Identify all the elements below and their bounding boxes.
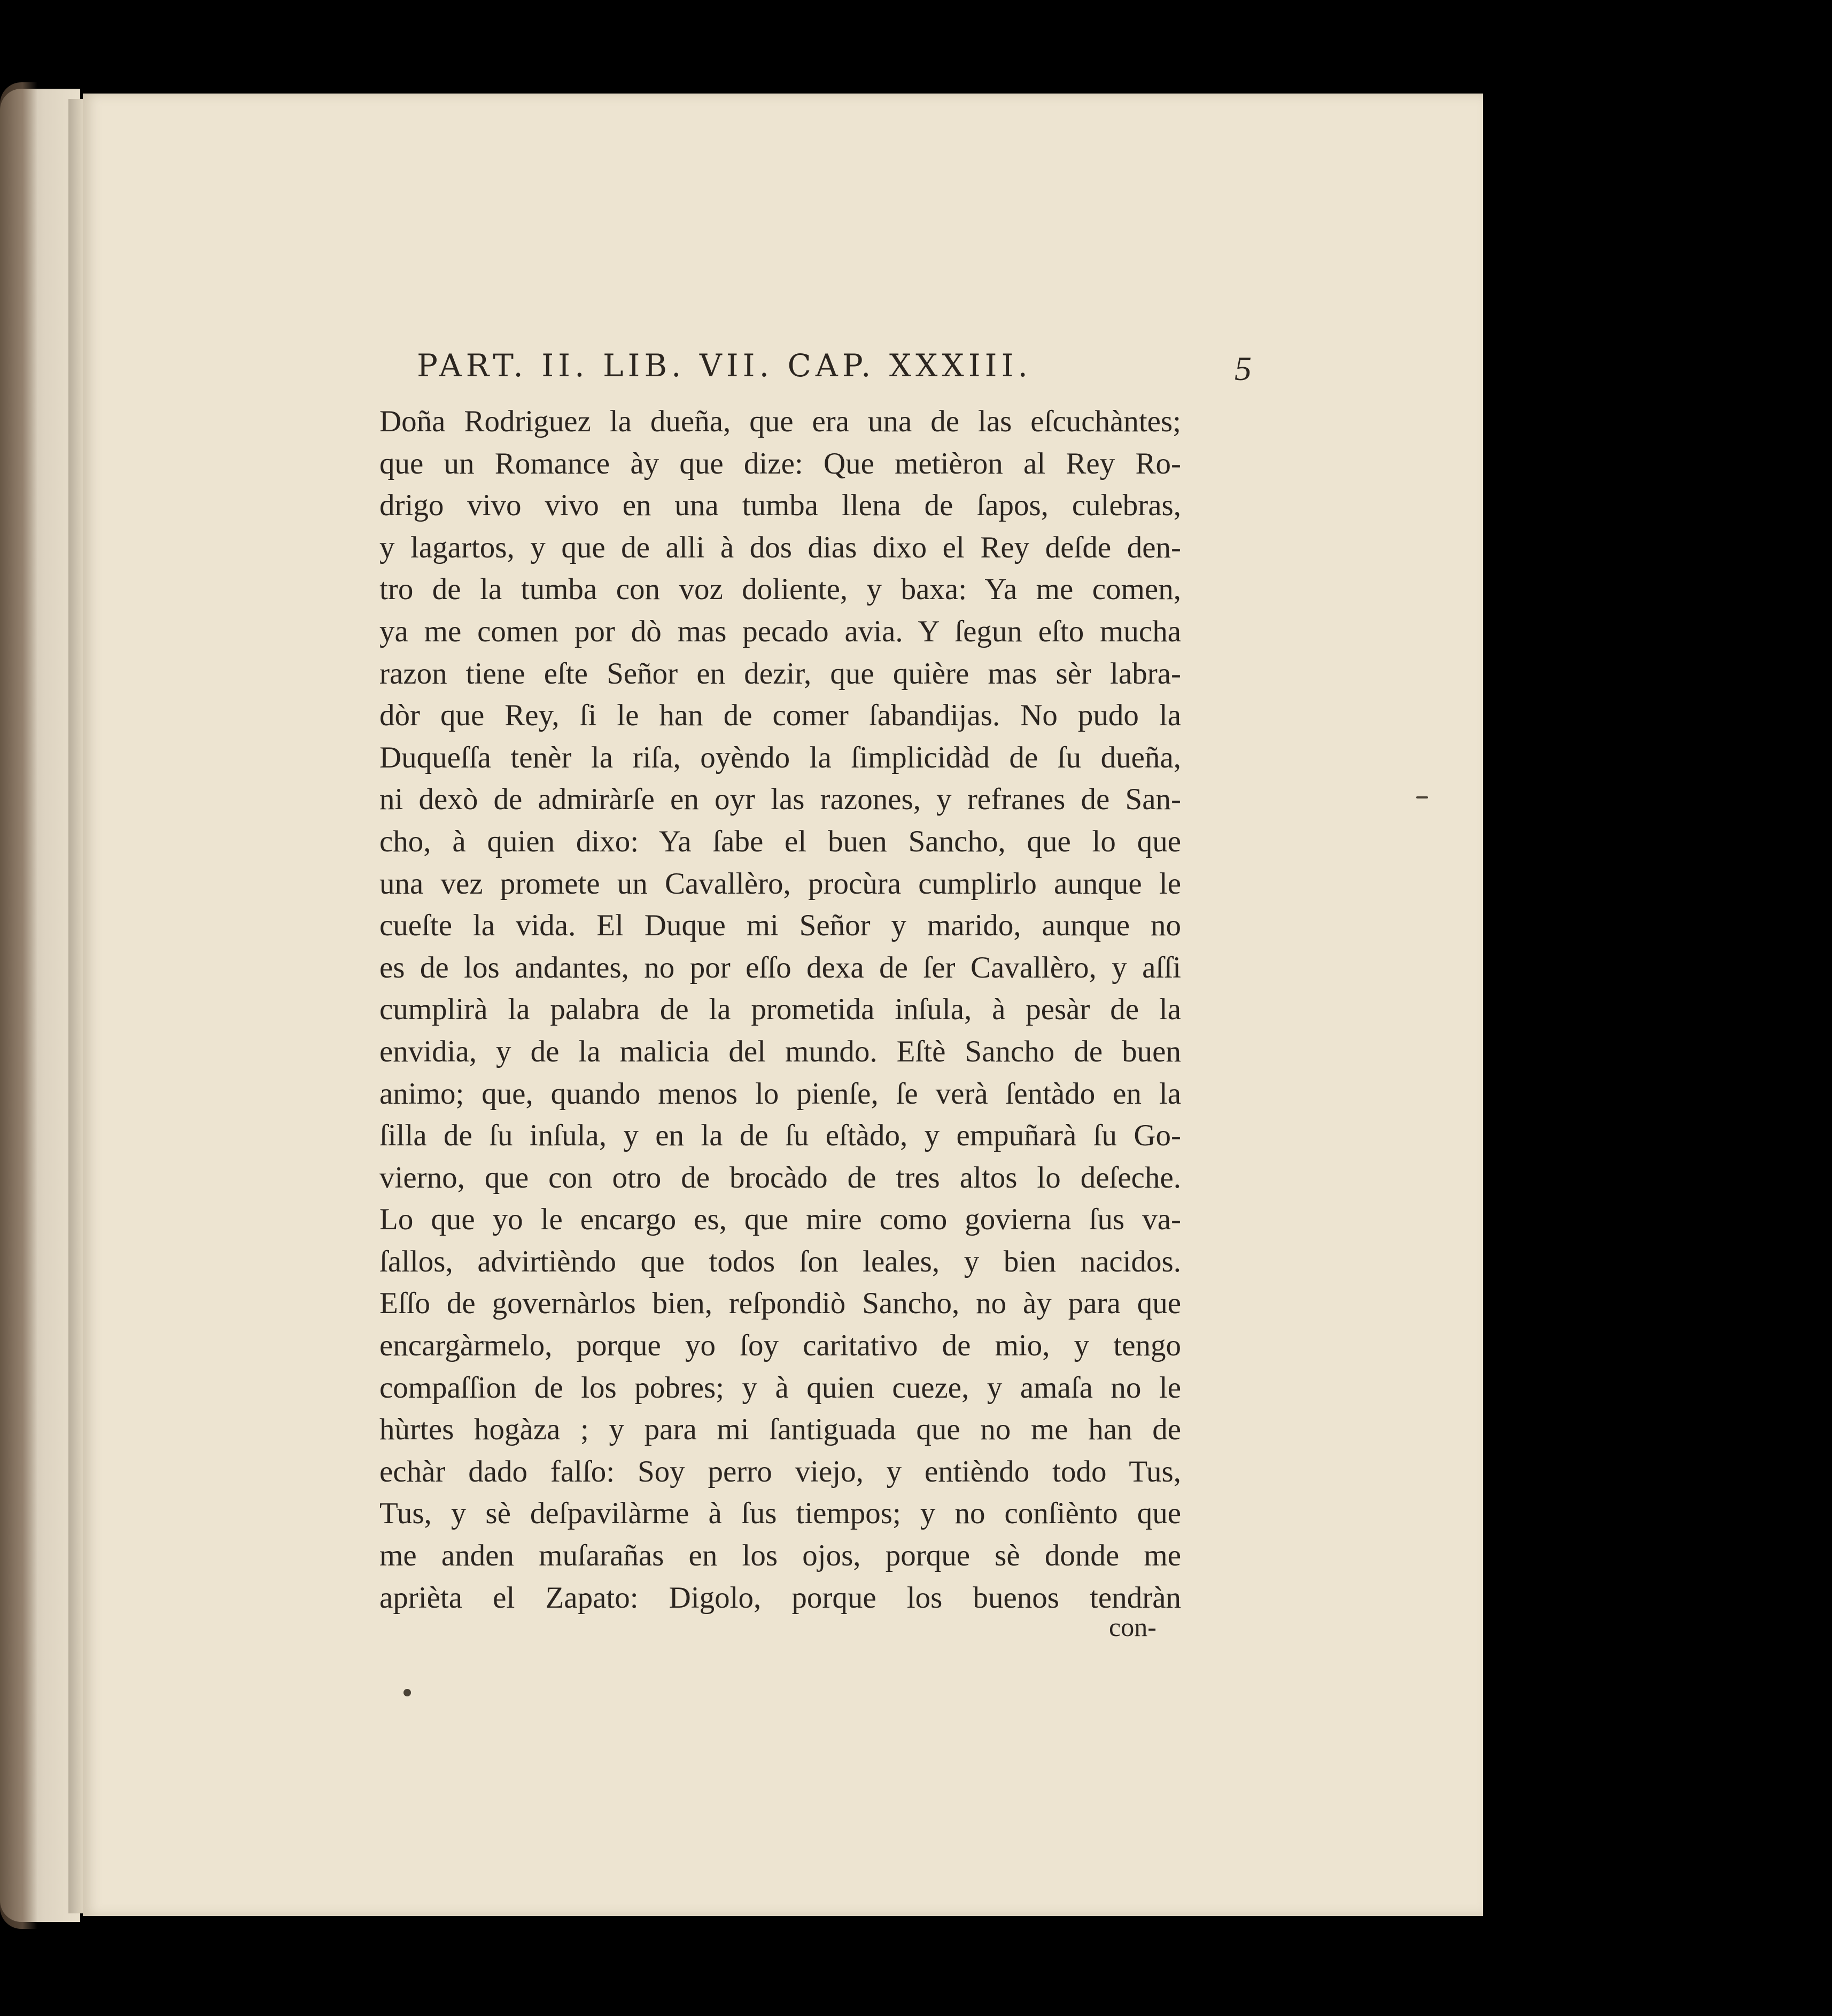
text-line: ya me comen por dò mas pecado avia. Y ſegun eſto mucha <box>379 614 1181 648</box>
text-line: Tus, y sè deſpavilàrme à ſus tiempos; y no conſiènto que <box>379 1497 1181 1531</box>
text-line: vierno, que con otro de brocàdo de tres altos lo deſeche. <box>379 1160 1181 1195</box>
text-line: echàr dado falſo: Soy perro viejo, y entièndo todo Tus, <box>379 1454 1181 1488</box>
text-line: cumplirà la palabra de la prometida inſula, à pesàr de la <box>379 993 1181 1027</box>
text-line: cueſte la vida. El Duque mi Señor y marido, aunque no <box>379 909 1181 943</box>
text-line: Lo que yo le encargo es, que mire como govierna ſus va- <box>379 1203 1181 1237</box>
text-line: y lagartos, y que de alli à dos dias dixo el Rey deſde den- <box>379 530 1181 564</box>
text-line: tro de la tumba con voz doliente, y baxa: Ya me comen, <box>379 572 1181 607</box>
text-line: es de los andantes, no por eſſo dexa de ſer Cavallèro, y aſſi <box>379 950 1181 984</box>
text-line: drigo vivo vivo en una tumba llena de ſapos, culebras, <box>379 489 1181 523</box>
text-line: dòr que Rey, ſi le han de comer ſabandijas. No pudo la <box>379 699 1181 733</box>
text-line: envidia, y de la malicia del mundo. Eſtè Sancho de buen <box>379 1034 1181 1068</box>
text-line: razon tiene eſte Señor en dezir, que quière mas sèr labra- <box>379 656 1181 691</box>
text-line: Eſſo de governàrlos bien, reſpondiò Sancho, no ày para que <box>379 1286 1181 1321</box>
text-line: me anden muſarañas en los ojos, porque sè donde me <box>379 1539 1181 1573</box>
ink-speck <box>403 1689 411 1696</box>
text-line: que un Romance ày que dize: Que metièron al Rey Ro- <box>379 446 1181 480</box>
book-page <box>83 94 1483 1916</box>
text-line: encargàrmelo, porque yo ſoy caritativo de mio, y tengo <box>379 1329 1181 1363</box>
page-number: 5 <box>1235 350 1252 387</box>
text-line: ſallos, advirtièndo que todos ſon leales, y bien nacidos. <box>379 1244 1181 1278</box>
running-title: PART. II. LIB. VII. CAP. XXXIII. <box>417 347 1032 384</box>
text-line: Duqueſſa tenèr la riſa, oyèndo la ſimplicidàd de ſu dueña, <box>379 740 1181 774</box>
text-line: Doña Rodriguez la dueña, que era una de las eſcuchàntes; <box>379 405 1181 438</box>
text-line: aprièta el Zapato: Digolo, porque los buenos tendràn <box>379 1580 1181 1615</box>
text-line: animo; que, quando menos lo pienſe, ſe verà ſentàdo en la <box>379 1076 1181 1111</box>
catchword: con- <box>1109 1612 1156 1642</box>
text-line: cho, à quien dixo: Ya ſabe el buen Sancho, que lo que <box>379 824 1181 858</box>
text-line: una vez promete un Cavallèro, procùra cumplirlo aunque le <box>379 866 1181 901</box>
text-line: compaſſion de los pobres; y à quien cueze, y amaſa no le <box>379 1370 1181 1405</box>
text-line: ni dexò de admiràrſe en oyr las razones, y refranes de San- <box>379 782 1181 817</box>
ink-speck <box>1416 796 1428 798</box>
text-line: ſilla de ſu inſula, y en la de ſu eſtàdo, y empuñarà ſu Go- <box>379 1119 1181 1153</box>
body-text <box>379 401 1181 1619</box>
text-line: hùrtes hogàza ; y para mi ſantiguada que no me han de <box>379 1413 1181 1447</box>
